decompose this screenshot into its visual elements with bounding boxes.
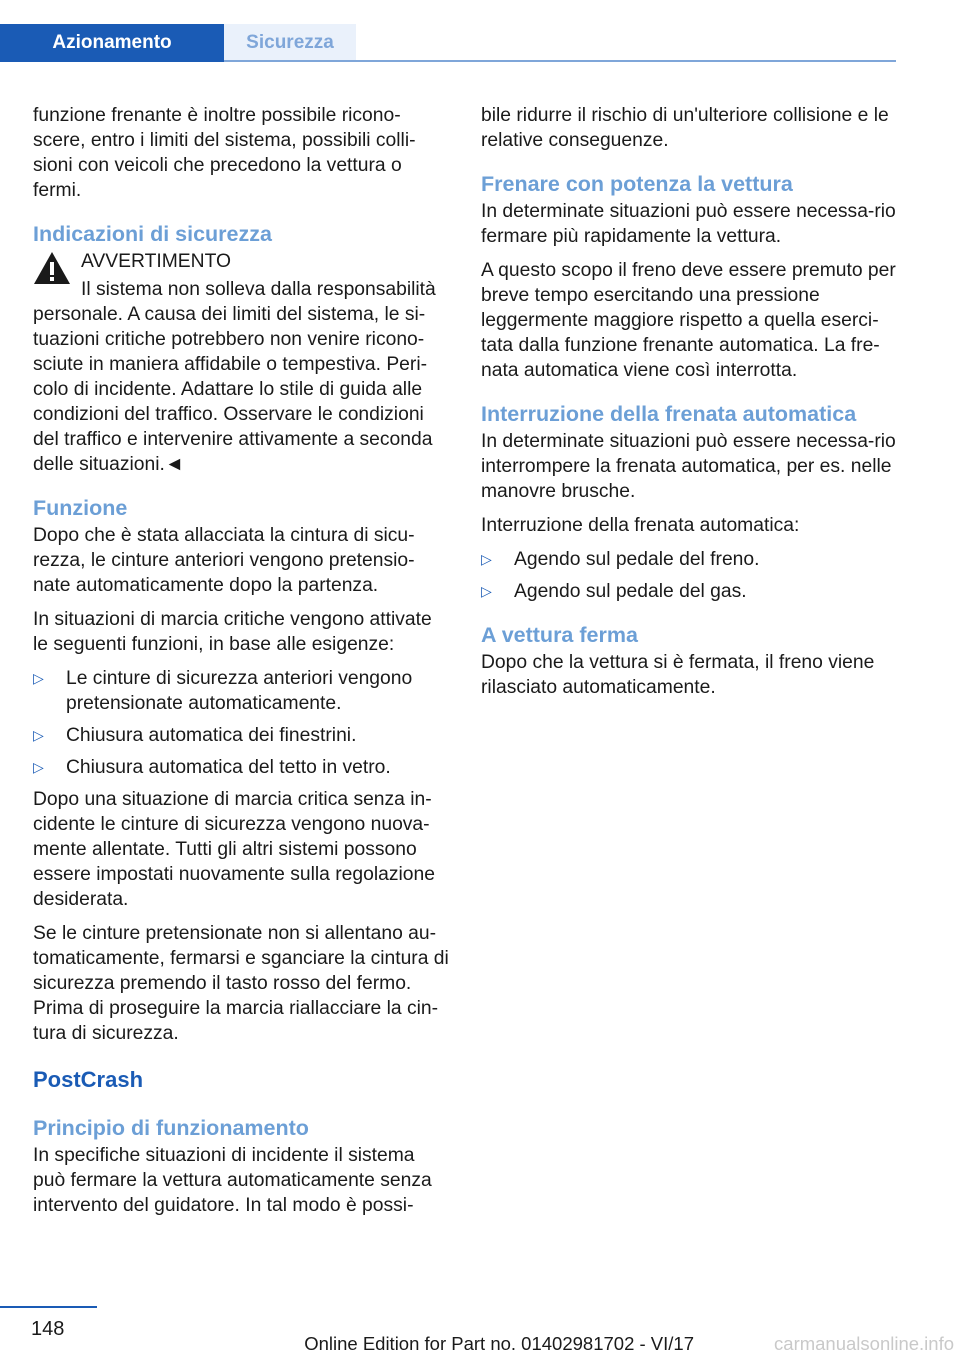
list-item-text: Agendo sul pedale del gas. [514, 581, 747, 602]
list-item [481, 579, 899, 604]
bullet-list [33, 666, 451, 780]
heading-brake-hard: Frenare con potenza la vettura [481, 172, 793, 196]
watermark: carmanualsonline.info [774, 1333, 954, 1354]
list-item [33, 666, 451, 716]
list-item [33, 755, 451, 780]
bullet-list [481, 547, 899, 604]
list-item-text: Le cinture di sicurezza anteriori vengono pretensionate automaticamente. [66, 668, 413, 714]
heading-postcrash: PostCrash [33, 1067, 144, 1092]
warning-triangle-icon [33, 251, 71, 285]
page-number: 148 [31, 1318, 65, 1340]
left-column [33, 103, 451, 1227]
paragraph: In determinate situazioni può essere necessa-rio fermare più rapidamente la vettura. [481, 201, 896, 247]
paragraph: Dopo che è stata allacciata la cintura di sicu-rezza, le cinture anteriori vengono pretensio-nate automaticamente dopo la partenza. [33, 525, 415, 596]
heading-operating-principle: Principio di funzionamento [33, 1116, 309, 1140]
warning-block [33, 249, 451, 477]
bullet-triangle-icon: ▷ [33, 759, 44, 775]
list-item [33, 723, 451, 748]
paragraph: In determinate situazioni può essere necessa-rio interrompere la frenata automatica, per es. nelle manovre brusche. [481, 431, 896, 502]
heading-safety-notes: Indicazioni di sicurezza [33, 222, 272, 246]
warning-text: Il sistema non solleva dalla responsabilità personale. A causa dei limiti del sistema, le si-tuazioni critiche potrebbero non venire ricono-sciute in maniera affidabile o tempestiva. Peri-colo di incidente. Adattare lo stile di guida alle condizioni del traffico. Osservare le condizioni del traffico e intervenire attivamente a seconda delle situazioni.◄ [33, 279, 436, 475]
heading-vehicle-stopped: A vettura ferma [481, 623, 638, 647]
tab-sicurezza[interactable]: Sicurezza [224, 24, 356, 62]
bullet-triangle-icon: ▷ [481, 583, 492, 599]
list-item-text: Chiusura automatica del tetto in vetro. [66, 757, 391, 778]
tab-azionamento[interactable]: Azionamento [0, 24, 224, 62]
paragraph: bile ridurre il rischio di un'ulteriore collisione e le relative conseguenze. [481, 105, 889, 151]
bullet-triangle-icon: ▷ [481, 551, 492, 567]
paragraph: funzione frenante è inoltre possibile ricono-scere, entro i limiti del sistema, possibili colli-sioni con veicoli che precedono la vettura o fermi. [33, 105, 416, 201]
paragraph: In specifiche situazioni di incidente il sistema può fermare la vettura automaticamente senza intervento del guidatore. In tal modo è possi- [33, 1145, 432, 1216]
footer-edition-text: Online Edition for Part no. 01402981702 - VI/17 [304, 1333, 694, 1354]
paragraph: Dopo che la vettura si è fermata, il freno viene rilasciato automaticamente. [481, 652, 875, 698]
warning-title: AVVERTIMENTO [81, 251, 231, 272]
paragraph: Dopo una situazione di marcia critica senza in-cidente le cinture di sicurezza vengono nuova-mente allentate. Tutti gli altri sistemi possono essere impostati nuovamente sulla regolazione desiderata. [33, 789, 435, 910]
bullet-triangle-icon: ▷ [33, 670, 44, 686]
paragraph: Interruzione della frenata automatica: [481, 515, 800, 536]
list-item-text: Agendo sul pedale del freno. [514, 549, 760, 570]
header-divider [224, 60, 896, 62]
list-item-text: Chiusura automatica dei finestrini. [66, 725, 357, 746]
heading-function: Funzione [33, 496, 128, 520]
paragraph: Se le cinture pretensionate non si allentano au-tomaticamente, fermarsi e sganciare la cintura di sicurezza premendo il tasto rosso del fermo. Prima di proseguire la marcia riallacciare la cin-tura di sicurezza. [33, 923, 449, 1044]
bullet-triangle-icon: ▷ [33, 727, 44, 743]
list-item [481, 547, 899, 572]
heading-interrupt-braking: Interruzione della frenata automatica [481, 402, 857, 426]
paragraph: A questo scopo il freno deve essere premuto per breve tempo esercitando una pressione leggermente maggiore rispetto a quella eserci-tata dalla funzione frenante automatica. La fre-nata automatica viene così interrotta. [481, 260, 896, 381]
footer-divider [0, 1306, 97, 1308]
right-column [481, 103, 899, 709]
paragraph: In situazioni di marcia critiche vengono attivate le seguenti funzioni, in base alle esigenze: [33, 609, 432, 655]
